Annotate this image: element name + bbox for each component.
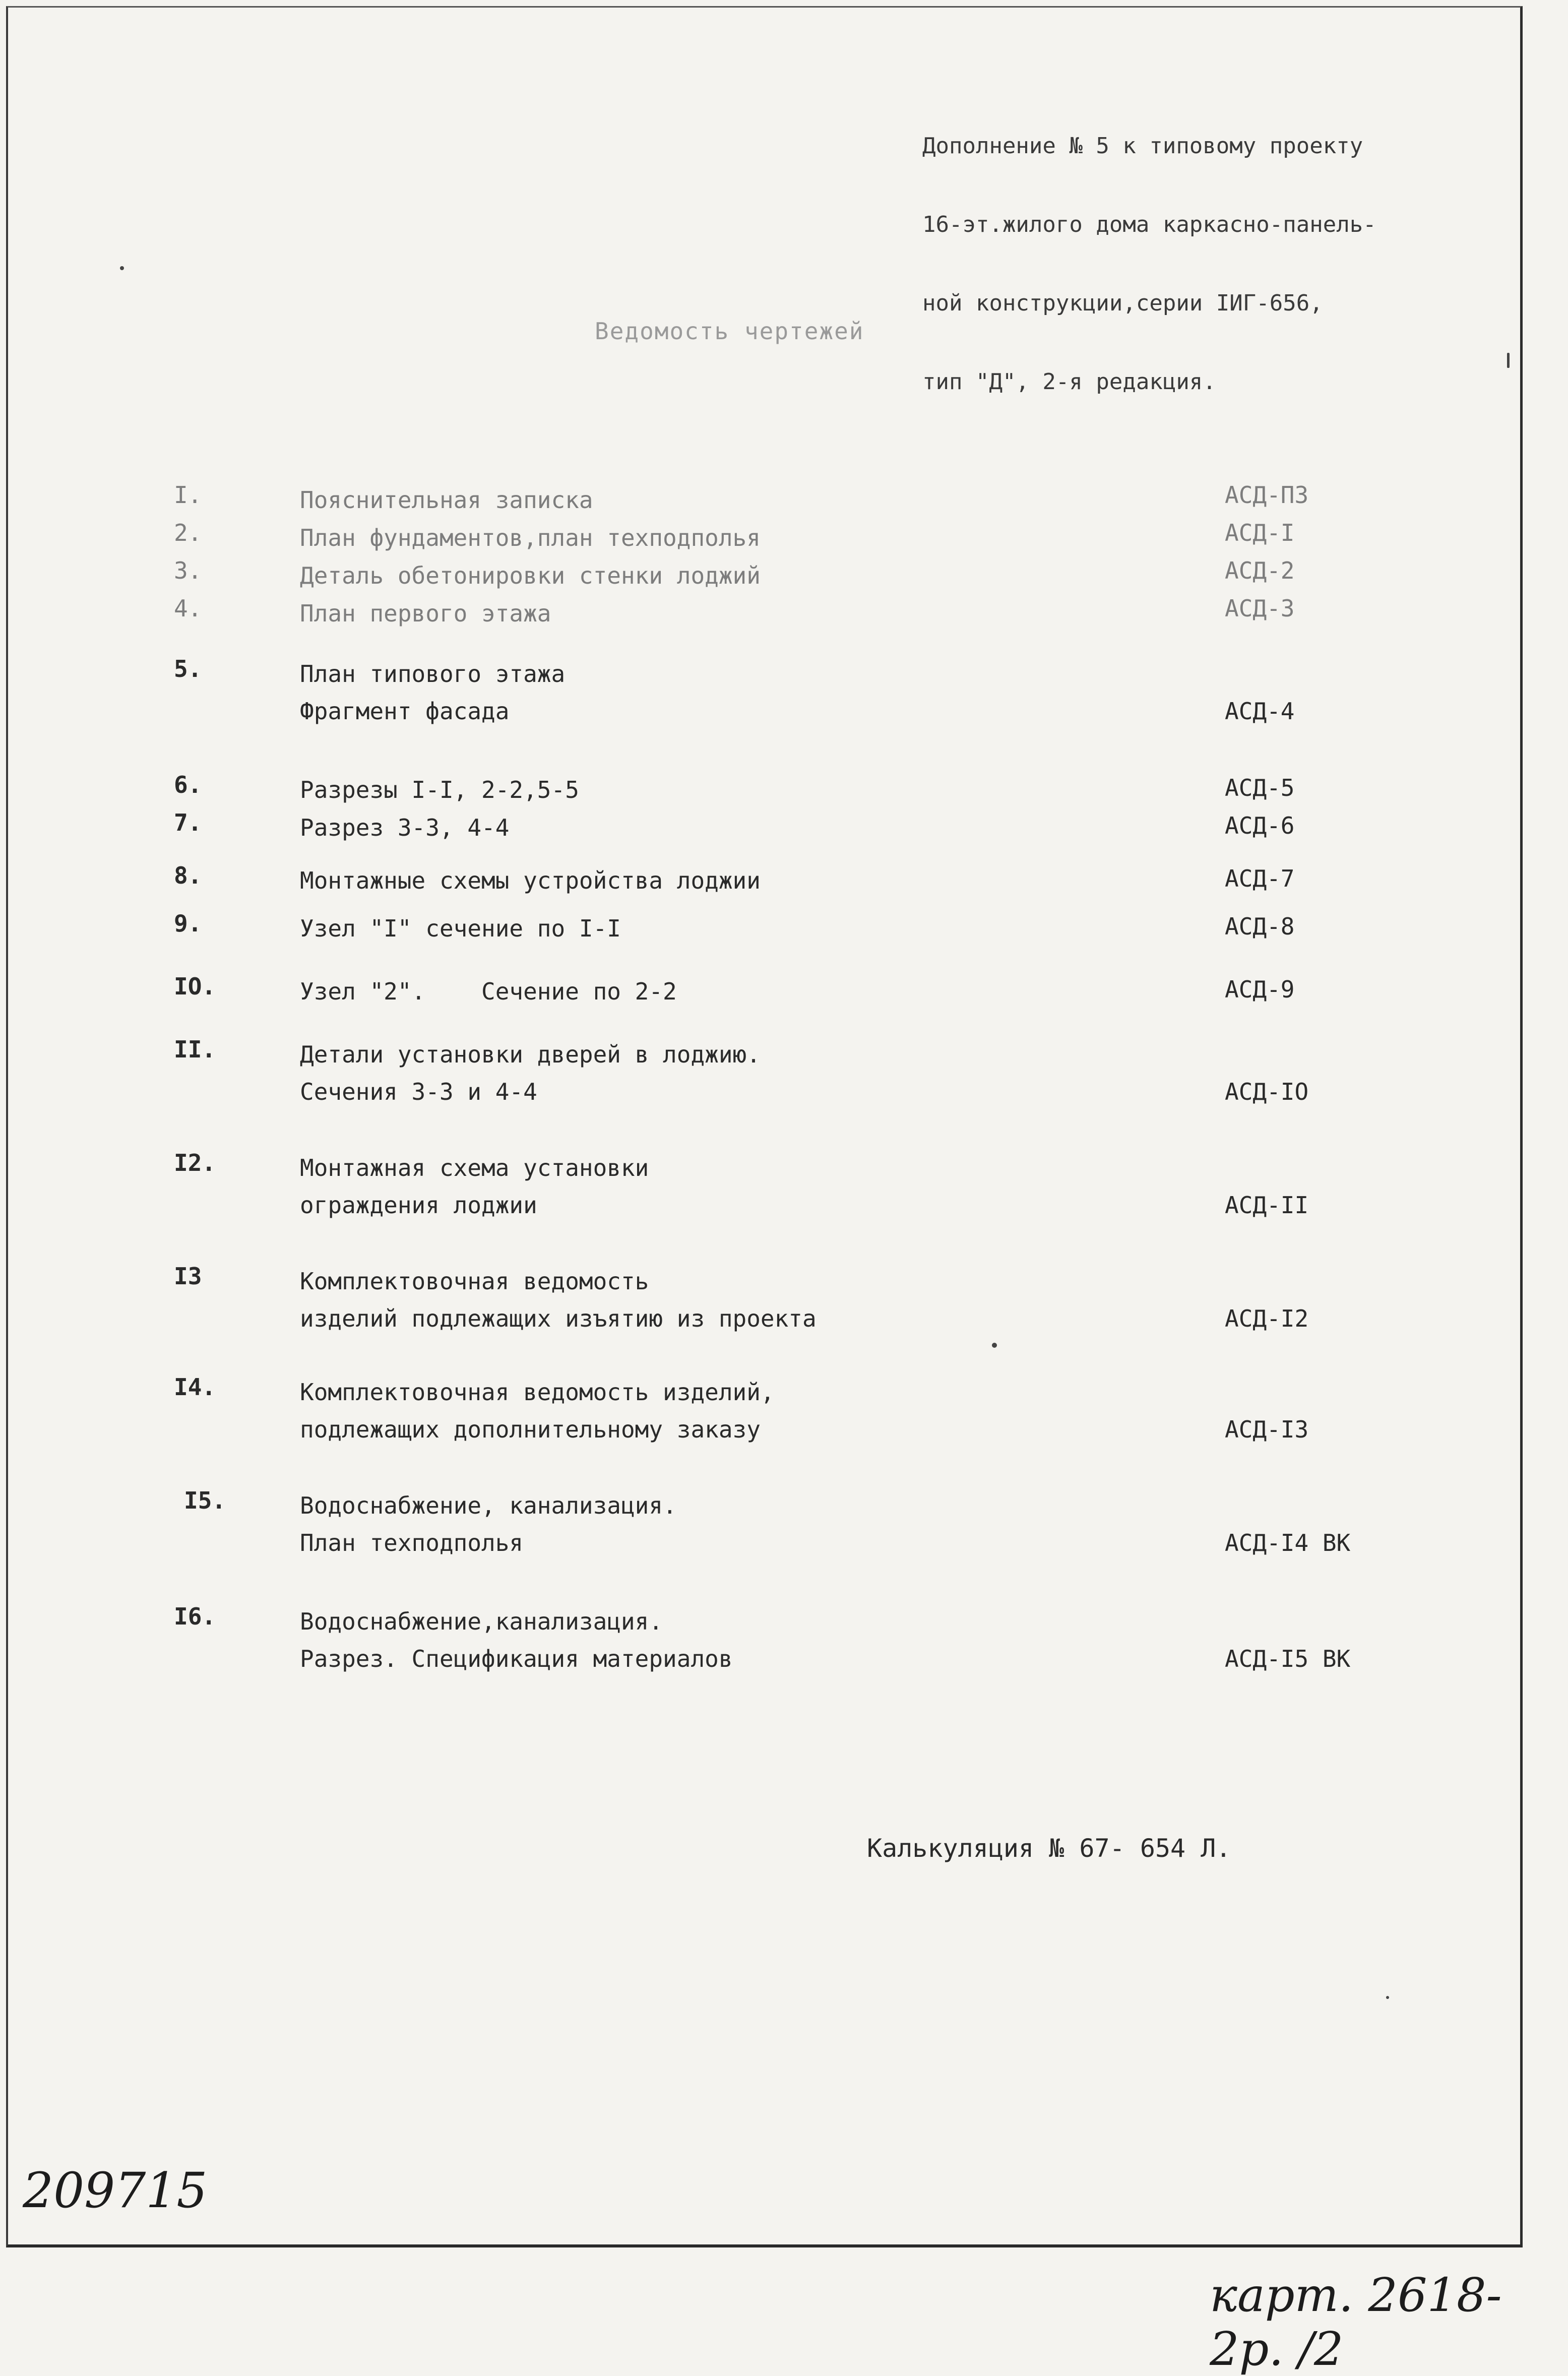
sheet-title: Ведомость чертежей <box>595 318 864 345</box>
item-title-line: ограждения лоджии <box>300 1192 537 1219</box>
item-title-line: Монтажная схема установки <box>300 1154 649 1181</box>
item-code: АСД-IO <box>1225 1078 1309 1105</box>
item-number: 5. <box>174 655 202 682</box>
item-title-line: Фрагмент фасада <box>300 698 510 725</box>
item-title-line: Комплектовочная ведомость <box>300 1268 649 1295</box>
item-code: АСД-2 <box>1225 557 1295 584</box>
item-title-line: Водоснабжение,канализация. <box>300 1608 663 1635</box>
item-title-line: Комплектовочная ведомость изделий, <box>300 1379 775 1406</box>
item-code: АСД-ПЗ <box>1225 481 1309 509</box>
item-title-line: Разрез. Спецификация материалов <box>300 1645 733 1672</box>
item-code: АСД-I4 ВК <box>1225 1529 1351 1556</box>
header-line: тип "Д", 2-я редакция. <box>922 369 1216 395</box>
item-number: I6. <box>174 1603 216 1630</box>
item-title-line: План техподполья <box>300 1529 524 1556</box>
header-line: 16-эт.жилого дома каркасно-панель- <box>922 212 1376 237</box>
item-title-line: подлежащих дополнительному заказу <box>300 1416 761 1443</box>
item-code: АСД-3 <box>1225 595 1295 622</box>
item-title-line: План фундаментов,план техподполья <box>300 524 761 551</box>
item-code: АСД-7 <box>1225 865 1295 892</box>
item-number: I5. <box>184 1487 226 1514</box>
item-title-line: Узел "I" сечение по I-I <box>300 915 621 942</box>
item-title-line: Детали установки дверей в лоджию. <box>300 1041 761 1068</box>
item-code: АСД-I5 ВК <box>1225 1645 1351 1672</box>
header-line: ной конструкции,серии IИГ-656, <box>922 290 1323 316</box>
item-number: 8. <box>174 862 202 889</box>
item-title-line: изделий подлежащих изъятию из проекта <box>300 1305 817 1332</box>
item-code: АСД-6 <box>1225 812 1295 839</box>
scan-speck <box>1507 353 1510 368</box>
item-code: АСД-9 <box>1225 976 1295 1003</box>
item-number: I4. <box>174 1373 216 1401</box>
item-title-line: План типового этажа <box>300 660 566 687</box>
item-number: 9. <box>174 910 202 937</box>
handwritten-card-number: карт. 2618-2р. /2 <box>1210 2268 1502 2376</box>
item-title-line: Узел "2". Сечение по 2-2 <box>300 978 677 1005</box>
item-number: I. <box>174 481 202 509</box>
item-code: АСД-4 <box>1225 698 1295 725</box>
item-title-line: Пояснительная записка <box>300 486 593 514</box>
item-code: АСД-I <box>1225 519 1295 546</box>
item-code: АСД-I3 <box>1225 1416 1309 1443</box>
item-number: I2. <box>174 1149 216 1176</box>
item-number: I3 <box>174 1263 202 1290</box>
item-code: АСД-5 <box>1225 774 1295 801</box>
item-number: 3. <box>174 557 202 584</box>
item-code: АСД-I2 <box>1225 1305 1309 1332</box>
item-number: 7. <box>174 809 202 836</box>
item-title-line: Сечения 3-3 и 4-4 <box>300 1078 537 1105</box>
item-number: II. <box>174 1036 216 1063</box>
calculation-number: Калькуляция № 67- 654 Л. <box>867 1834 1231 1863</box>
item-title-line: Деталь обетонировки стенки лоджий <box>300 562 761 589</box>
handwritten-archive-number: 209715 <box>23 2162 208 2219</box>
header-line: Дополнение № 5 к типовому проекту <box>922 133 1363 159</box>
item-number: 2. <box>174 519 202 546</box>
item-title-line: Водоснабжение, канализация. <box>300 1492 677 1519</box>
item-title-line: Разрез 3-3, 4-4 <box>300 814 510 841</box>
item-number: 4. <box>174 595 202 622</box>
item-number: 6. <box>174 771 202 798</box>
item-title-line: План первого этажа <box>300 600 551 627</box>
item-title-line: Разрезы I-I, 2-2,5-5 <box>300 776 579 803</box>
item-title-line: Монтажные схемы устройства лоджии <box>300 867 761 894</box>
item-number: IO. <box>174 973 216 1000</box>
scan-speck <box>992 1343 997 1348</box>
item-code: АСД-8 <box>1225 913 1295 940</box>
scan-speck <box>1386 1996 1389 1999</box>
scan-speck <box>120 266 124 270</box>
project-header-note <box>922 81 1467 421</box>
item-code: АСД-II <box>1225 1192 1309 1219</box>
